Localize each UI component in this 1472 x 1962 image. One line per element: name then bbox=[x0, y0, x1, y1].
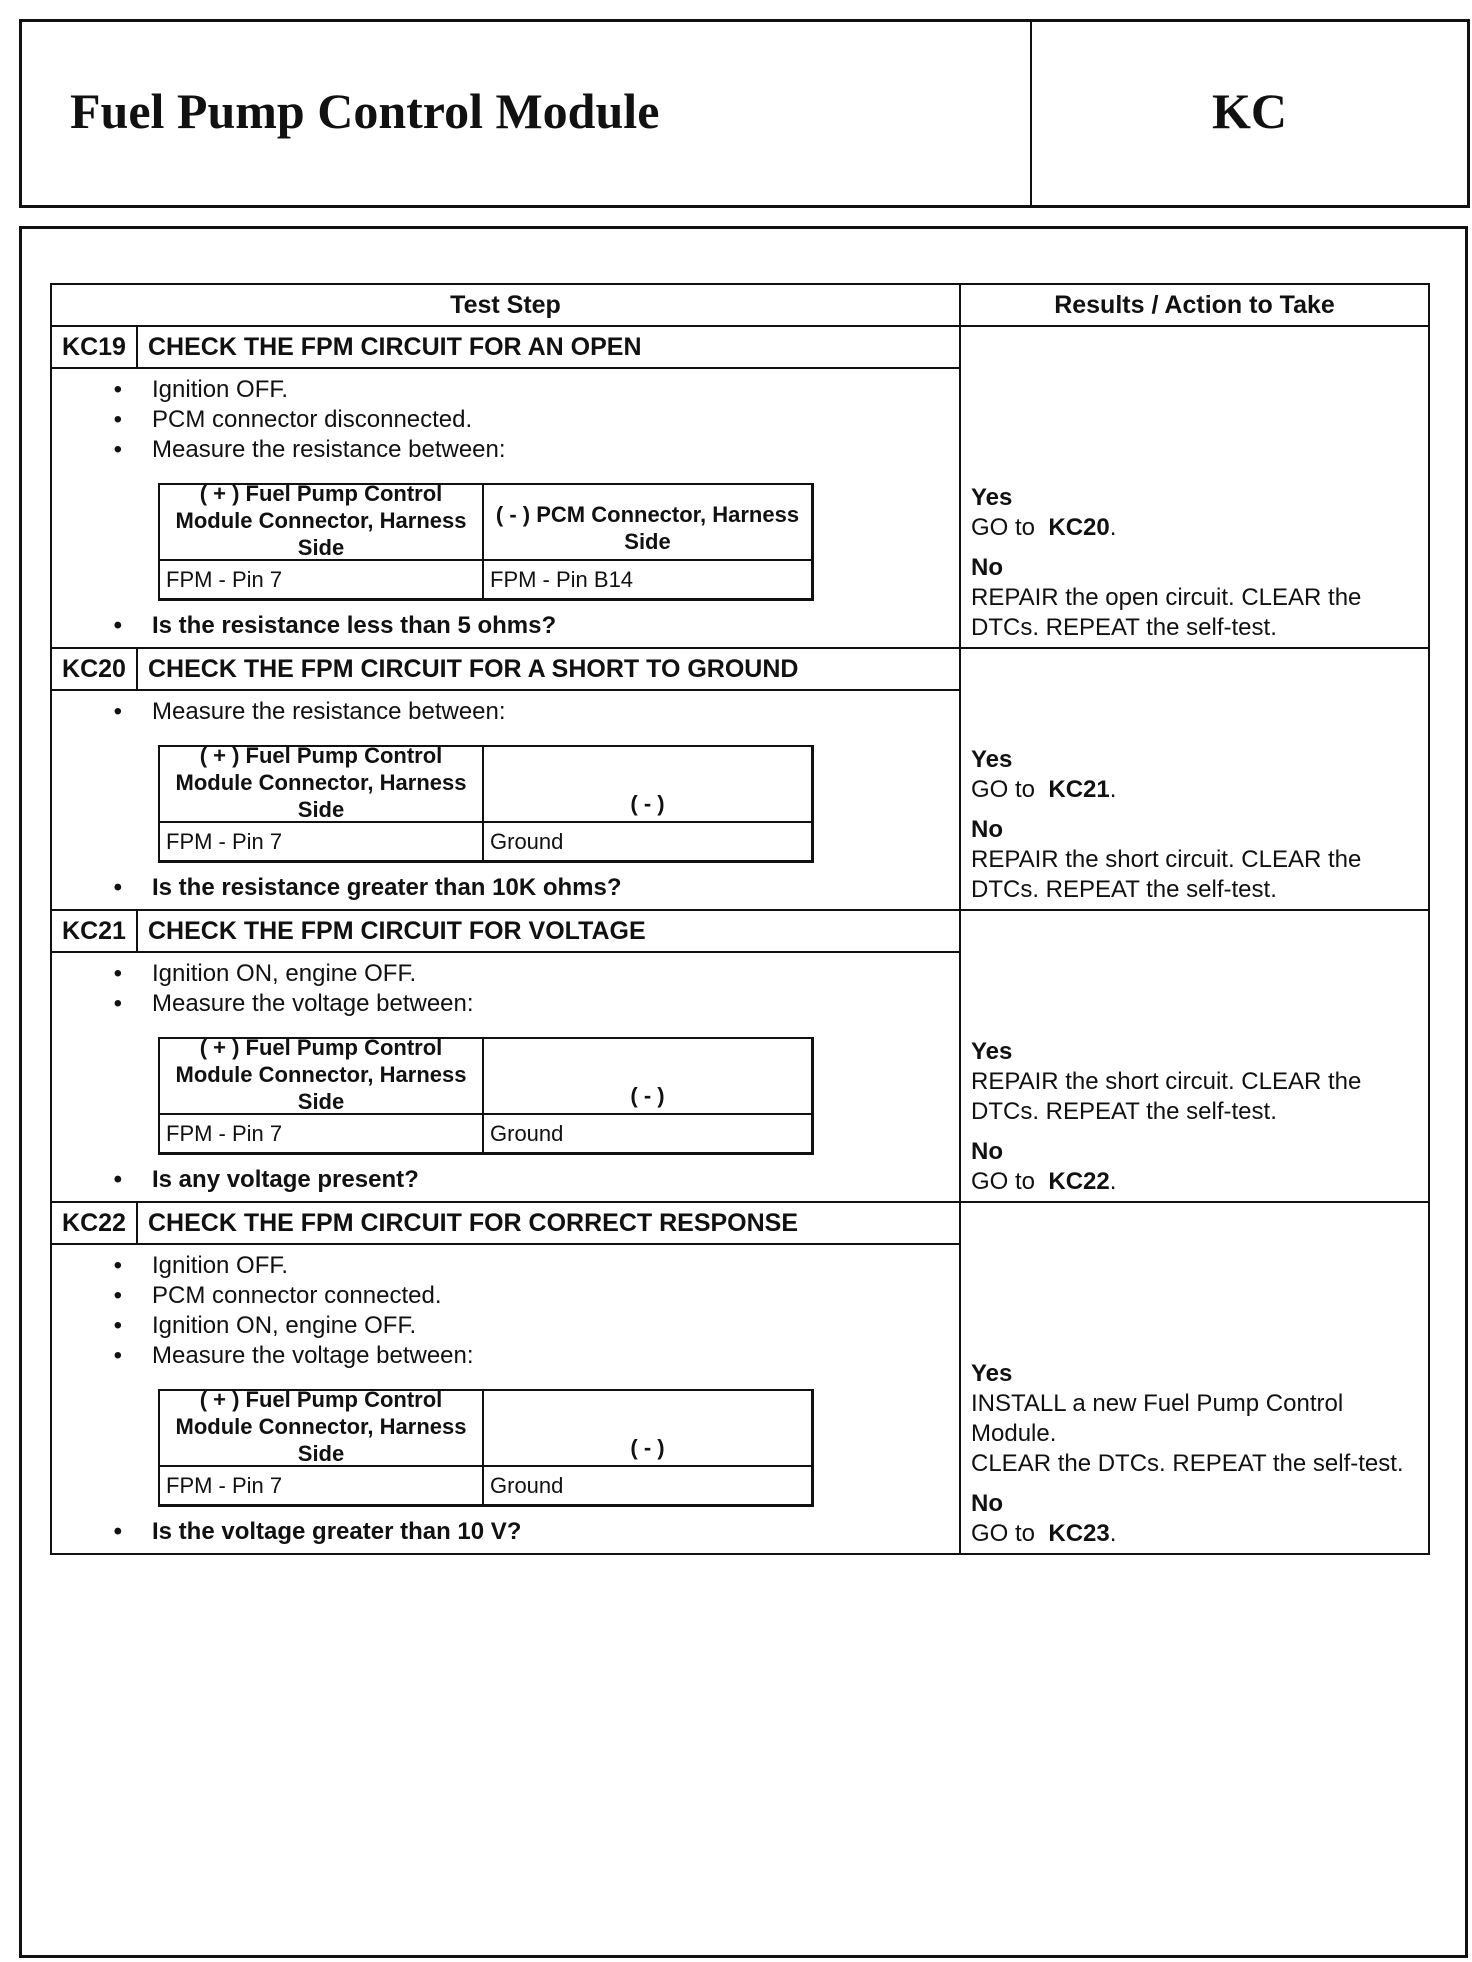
result-label: No bbox=[971, 1490, 1003, 1517]
question-text: Is any voltage present? bbox=[152, 1166, 419, 1193]
result-label: No bbox=[971, 554, 1003, 581]
negative-lead-value: Ground bbox=[490, 1120, 564, 1146]
positive-lead-value: FPM - Pin 7 bbox=[160, 561, 484, 598]
result-action bbox=[971, 845, 1422, 905]
bullet-icon: • bbox=[113, 874, 122, 901]
step-question bbox=[52, 873, 959, 903]
step-title: CHECK THE FPM CIRCUIT FOR CORRECT RESPONSE bbox=[148, 1208, 799, 1237]
bullet-icon: • bbox=[113, 1342, 122, 1369]
bullet-icon: • bbox=[113, 960, 122, 987]
step-title: CHECK THE FPM CIRCUIT FOR VOLTAGE bbox=[148, 916, 646, 945]
bullet-item bbox=[52, 375, 959, 405]
measurement-table bbox=[158, 1386, 814, 1507]
results-cell bbox=[961, 649, 1428, 909]
bullet-item bbox=[52, 989, 959, 1019]
bullet-item bbox=[52, 1341, 959, 1371]
bullet-text: Measure the resistance between: bbox=[152, 436, 506, 463]
positive-lead-header: ( + ) Fuel Pump Control Module Connector, Harness Side bbox=[160, 1039, 484, 1113]
bullet-text: PCM connector disconnected. bbox=[152, 406, 473, 433]
result-text: GO to bbox=[971, 776, 1036, 803]
col-results: Results / Action to Take bbox=[1054, 290, 1335, 319]
bullet-text: Ignition OFF. bbox=[152, 1252, 289, 1279]
positive-lead-header: ( + ) Fuel Pump Control Module Connector, Harness Side bbox=[160, 747, 484, 821]
question-text: Is the resistance less than 5 ohms? bbox=[152, 612, 557, 639]
results-cell bbox=[961, 1203, 1428, 1553]
result-label: Yes bbox=[971, 746, 1013, 773]
negative-lead-header: ( - ) bbox=[630, 791, 665, 816]
result-text-end: . bbox=[1109, 514, 1117, 541]
result-yes bbox=[971, 483, 1422, 543]
step-title-row bbox=[52, 327, 959, 369]
positive-lead-header: ( + ) Fuel Pump Control Module Connector, Harness Side bbox=[160, 485, 484, 559]
positive-lead-value: FPM - Pin 7 bbox=[160, 1115, 484, 1152]
result-no bbox=[971, 553, 1422, 643]
bullet-text: Ignition ON, engine OFF. bbox=[152, 960, 417, 987]
result-text: INSTALL a new Fuel Pump Control Module. bbox=[971, 1390, 1344, 1447]
result-yes bbox=[971, 1359, 1422, 1479]
result-no bbox=[971, 815, 1422, 905]
bullet-text: Ignition OFF. bbox=[152, 376, 289, 403]
step-kc21 bbox=[52, 911, 1428, 1203]
goto-step-link[interactable]: KC23 bbox=[1048, 1520, 1110, 1547]
result-text-end: . bbox=[1109, 1168, 1117, 1195]
step-id: KC21 bbox=[52, 911, 138, 951]
result-action bbox=[971, 1519, 1422, 1549]
bullet-icon: • bbox=[113, 612, 122, 639]
goto-step-link[interactable]: KC20 bbox=[1048, 514, 1110, 541]
result-label: Yes bbox=[971, 1038, 1013, 1065]
bullet-item bbox=[52, 435, 959, 465]
goto-step-link[interactable]: KC21 bbox=[1048, 776, 1110, 803]
result-no bbox=[971, 1137, 1422, 1197]
step-title: CHECK THE FPM CIRCUIT FOR AN OPEN bbox=[148, 332, 642, 361]
result-action bbox=[971, 513, 1422, 543]
positive-lead-value: FPM - Pin 7 bbox=[160, 823, 484, 860]
bullet-icon: • bbox=[113, 1518, 122, 1545]
step-kc22 bbox=[52, 1203, 1428, 1553]
section-code: KC bbox=[1212, 83, 1287, 139]
result-no bbox=[971, 1489, 1422, 1549]
results-cell bbox=[961, 911, 1428, 1201]
step-body bbox=[52, 691, 959, 909]
result-action bbox=[971, 583, 1422, 643]
bullet-icon: • bbox=[113, 1252, 122, 1279]
negative-lead-value: Ground bbox=[490, 828, 564, 854]
result-label: No bbox=[971, 1138, 1003, 1165]
bullet-icon: • bbox=[113, 406, 122, 433]
bullet-text: Measure the voltage between: bbox=[152, 1342, 474, 1369]
result-text: GO to bbox=[971, 514, 1036, 541]
bullet-item bbox=[52, 1251, 959, 1281]
question-text: Is the voltage greater than 10 V? bbox=[152, 1518, 522, 1545]
goto-step-link[interactable]: KC22 bbox=[1048, 1168, 1110, 1195]
negative-lead-header: ( - ) bbox=[630, 1083, 665, 1108]
step-question bbox=[52, 611, 959, 641]
bullet-text: PCM connector connected. bbox=[152, 1282, 442, 1309]
question-text: Is the resistance greater than 10K ohms? bbox=[152, 874, 622, 901]
negative-lead-header: ( - ) bbox=[630, 1435, 665, 1460]
step-kc19 bbox=[52, 327, 1428, 649]
bullet-text: Measure the resistance between: bbox=[152, 698, 506, 725]
result-text-end: . bbox=[1109, 1520, 1117, 1547]
bullet-icon: • bbox=[113, 698, 122, 725]
result-yes bbox=[971, 745, 1422, 805]
bullet-item bbox=[52, 1281, 959, 1311]
step-body bbox=[52, 1245, 959, 1553]
measurement-table bbox=[158, 480, 814, 601]
bullet-item bbox=[52, 1311, 959, 1341]
result-action bbox=[971, 1067, 1422, 1127]
result-text: REPAIR the short circuit. CLEAR the DTCs. REPEAT the self-test. bbox=[971, 1068, 1362, 1125]
result-text: REPAIR the open circuit. CLEAR the DTCs. REPEAT the self-test. bbox=[971, 584, 1362, 641]
result-text: REPAIR the short circuit. CLEAR the DTCs. REPEAT the self-test. bbox=[971, 846, 1362, 903]
step-title-row bbox=[52, 911, 959, 953]
result-text: GO to bbox=[971, 1520, 1036, 1547]
result-action bbox=[971, 1167, 1422, 1197]
step-question bbox=[52, 1165, 959, 1195]
step-title: CHECK THE FPM CIRCUIT FOR A SHORT TO GROUND bbox=[148, 654, 799, 683]
bullet-item bbox=[52, 697, 959, 727]
result-action-2: CLEAR the DTCs. REPEAT the self-test. bbox=[971, 1450, 1404, 1477]
measurement-table bbox=[158, 1034, 814, 1155]
negative-lead-value: FPM - Pin B14 bbox=[490, 566, 634, 592]
positive-lead-header: ( + ) Fuel Pump Control Module Connector, Harness Side bbox=[160, 1391, 484, 1465]
page-header bbox=[19, 19, 1470, 208]
result-label: Yes bbox=[971, 1360, 1013, 1387]
bullet-icon: • bbox=[113, 436, 122, 463]
bullet-icon: • bbox=[113, 1312, 122, 1339]
table-header bbox=[52, 285, 1428, 327]
result-yes bbox=[971, 1037, 1422, 1127]
result-label: No bbox=[971, 816, 1003, 843]
step-id: KC20 bbox=[52, 649, 138, 689]
result-action bbox=[971, 1389, 1422, 1449]
step-title-row bbox=[52, 649, 959, 691]
bullet-icon: • bbox=[113, 1166, 122, 1193]
step-body bbox=[52, 953, 959, 1201]
result-text-end: . bbox=[1109, 776, 1117, 803]
result-label: Yes bbox=[971, 484, 1013, 511]
step-id: KC19 bbox=[52, 327, 138, 367]
negative-lead-value: Ground bbox=[490, 1472, 564, 1498]
bullet-icon: • bbox=[113, 1282, 122, 1309]
bullet-text: Measure the voltage between: bbox=[152, 990, 474, 1017]
page-title: Fuel Pump Control Module bbox=[70, 83, 660, 139]
bullet-icon: • bbox=[113, 990, 122, 1017]
results-cell bbox=[961, 327, 1428, 647]
step-id: KC22 bbox=[52, 1203, 138, 1243]
result-action bbox=[971, 775, 1422, 805]
step-body bbox=[52, 369, 959, 647]
step-kc20 bbox=[52, 649, 1428, 911]
diagnostic-table bbox=[50, 283, 1430, 1555]
measurement-table bbox=[158, 742, 814, 863]
bullet-item bbox=[52, 959, 959, 989]
col-test-step: Test Step bbox=[52, 285, 961, 325]
step-title-row bbox=[52, 1203, 959, 1245]
result-text: GO to bbox=[971, 1168, 1036, 1195]
step-question bbox=[52, 1517, 959, 1547]
bullet-icon: • bbox=[113, 376, 122, 403]
negative-lead-header: ( - ) PCM Connector, Harness Side bbox=[495, 502, 800, 554]
bullet-text: Ignition ON, engine OFF. bbox=[152, 1312, 417, 1339]
bullet-item bbox=[52, 405, 959, 435]
positive-lead-value: FPM - Pin 7 bbox=[160, 1467, 484, 1504]
